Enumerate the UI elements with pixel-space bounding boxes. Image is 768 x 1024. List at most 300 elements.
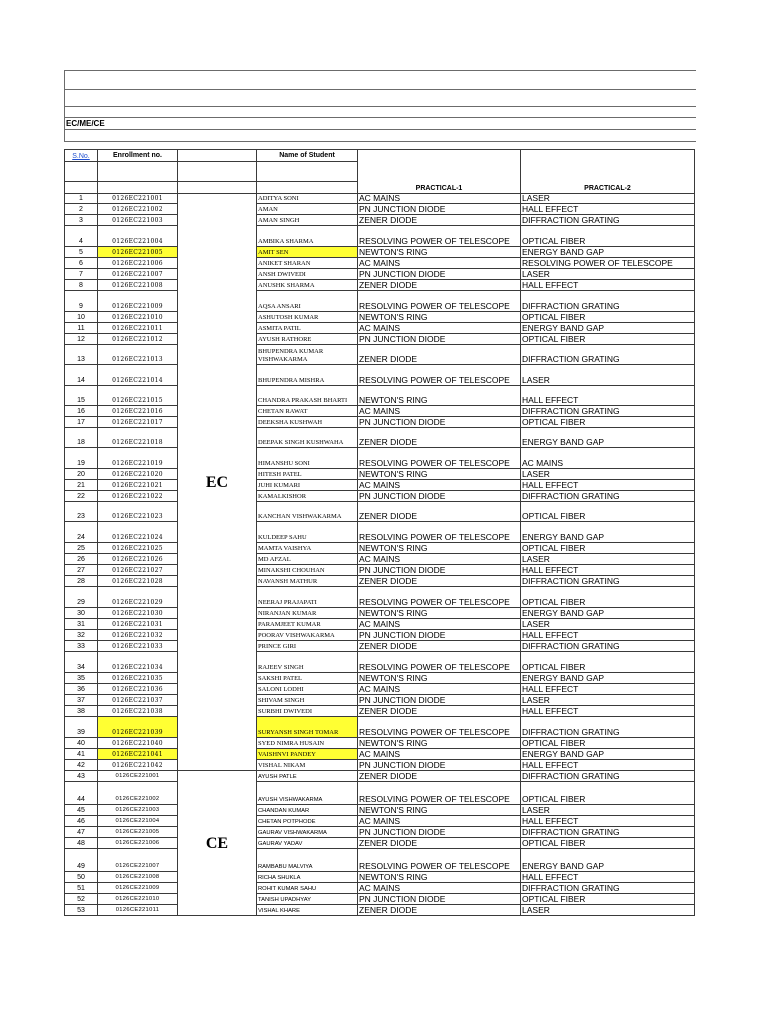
table-row — [65, 641, 695, 652]
practical-1-cell: PN JUNCTION DIODE — [358, 417, 521, 428]
practical-2-cell: OPTICAL FIBER — [521, 226, 695, 247]
table-row — [65, 469, 695, 480]
table-row — [65, 345, 695, 365]
serial-number-cell: 43 — [65, 771, 98, 782]
practical-2-cell: OPTICAL FIBER — [521, 502, 695, 522]
table-row — [65, 576, 695, 587]
student-name-cell: ANIKET SHARAN — [257, 258, 358, 269]
blank-cell — [178, 162, 257, 182]
enrollment-cell: 0126EC221009 — [98, 291, 178, 312]
enrollment-cell: 0126CE221003 — [98, 805, 178, 816]
enrollment-cell: 0126EC221014 — [98, 365, 178, 386]
serial-number-cell: 4 — [65, 226, 98, 247]
student-name-cell: SURBHI DWIVEDI — [257, 706, 358, 717]
enrollment-cell: 0126EC221021 — [98, 480, 178, 491]
enrollment-cell: 0126EC221018 — [98, 428, 178, 448]
table-row — [65, 480, 695, 491]
table-row — [65, 749, 695, 760]
enrollment-cell: 0126CE221001 — [98, 771, 178, 782]
enrollment-cell: 0126CE221008 — [98, 872, 178, 883]
serial-number-cell: 7 — [65, 269, 98, 280]
header-enrollment: Enrollment no. — [98, 150, 178, 162]
practical-2-cell: LASER — [521, 365, 695, 386]
practical-1-cell: NEWTON'S RING — [358, 543, 521, 554]
table-row — [65, 554, 695, 565]
practical-1-cell: PN JUNCTION DIODE — [358, 760, 521, 771]
blank-cell — [98, 182, 178, 194]
student-name-cell: SHIVAM SINGH — [257, 695, 358, 706]
enrollment-cell: 0126EC221016 — [98, 406, 178, 417]
table-row — [65, 365, 695, 386]
serial-number-cell: 9 — [65, 291, 98, 312]
practical-1-cell: AC MAINS — [358, 323, 521, 334]
student-name-cell: POORAV VISHWAKARMA — [257, 630, 358, 641]
enrollment-cell: 0126EC221029 — [98, 587, 178, 608]
serial-number-cell: 17 — [65, 417, 98, 428]
student-name-cell: JUHI KUMARI — [257, 480, 358, 491]
table-row — [65, 630, 695, 641]
practical-2-cell: DIFFRACTION GRATING — [521, 345, 695, 365]
serial-number-cell: 39 — [65, 717, 98, 738]
branch-label-ce: CE — [178, 771, 257, 916]
serial-number-cell: 23 — [65, 502, 98, 522]
serial-number-cell: 46 — [65, 816, 98, 827]
blank-cell — [98, 162, 178, 182]
serial-number-cell: 52 — [65, 894, 98, 905]
practical-2-cell: HALL EFFECT — [521, 760, 695, 771]
serial-number-cell: 16 — [65, 406, 98, 417]
practical-1-cell: NEWTON'S RING — [358, 805, 521, 816]
header-sno[interactable]: S.No. — [65, 150, 98, 162]
table-row — [65, 543, 695, 554]
practical-2-cell: DIFFRACTION GRATING — [521, 883, 695, 894]
practical-2-cell: DIFFRACTION GRATING — [521, 291, 695, 312]
serial-number-cell: 8 — [65, 280, 98, 291]
serial-number-cell: 34 — [65, 652, 98, 673]
student-name-cell: NAVANSH MATHUR — [257, 576, 358, 587]
student-name-cell: HITESH PATEL — [257, 469, 358, 480]
practical-1-cell: ZENER DIODE — [358, 576, 521, 587]
practical-2-cell: ENERGY BAND GAP — [521, 522, 695, 543]
blank-cell — [257, 182, 358, 194]
student-name-cell: TANISH UPADHYAY — [257, 894, 358, 905]
serial-number-cell: 41 — [65, 749, 98, 760]
enrollment-cell: 0126EC221012 — [98, 334, 178, 345]
practical-1-cell: PN JUNCTION DIODE — [358, 894, 521, 905]
top-rule-5 — [64, 129, 696, 130]
serial-number-cell: 22 — [65, 491, 98, 502]
student-name-cell: AMBIKA SHARMA — [257, 226, 358, 247]
student-name-cell: VISHAL NIKAM — [257, 760, 358, 771]
practical-1-cell: AC MAINS — [358, 883, 521, 894]
table-row — [65, 502, 695, 522]
practical-2-cell: HALL EFFECT — [521, 386, 695, 406]
student-name-cell: KULDEEP SAHU — [257, 522, 358, 543]
enrollment-cell: 0126EC221030 — [98, 608, 178, 619]
table-row — [65, 894, 695, 905]
enrollment-cell: 0126EC221017 — [98, 417, 178, 428]
practical-2-cell: HALL EFFECT — [521, 872, 695, 883]
student-name-cell: CHETAN POTPHODE — [257, 816, 358, 827]
practical-2-cell: DIFFRACTION GRATING — [521, 641, 695, 652]
enrollment-cell: 0126CE221007 — [98, 849, 178, 872]
practical-2-cell: LASER — [521, 469, 695, 480]
top-rule-4 — [64, 117, 696, 118]
serial-number-cell: 15 — [65, 386, 98, 406]
serial-number-cell: 20 — [65, 469, 98, 480]
enrollment-cell: 0126CE221006 — [98, 838, 178, 849]
practical-2-cell: OPTICAL FIBER — [521, 838, 695, 849]
enrollment-cell: 0126EC221042 — [98, 760, 178, 771]
table-row — [65, 782, 695, 805]
practical-1-cell: RESOLVING POWER OF TELESCOPE — [358, 226, 521, 247]
serial-number-cell: 40 — [65, 738, 98, 749]
enrollment-cell: 0126EC221011 — [98, 323, 178, 334]
student-name-cell: ASHUTOSH KUMAR — [257, 312, 358, 323]
table-row — [65, 816, 695, 827]
serial-number-cell: 2 — [65, 204, 98, 215]
practical-1-cell: RESOLVING POWER OF TELESCOPE — [358, 717, 521, 738]
practical-1-cell: PN JUNCTION DIODE — [358, 827, 521, 838]
table-row — [65, 587, 695, 608]
practical-1-cell: ZENER DIODE — [358, 428, 521, 448]
practical-1-cell: AC MAINS — [358, 684, 521, 695]
practical-2-cell: OPTICAL FIBER — [521, 738, 695, 749]
practical-1-cell: ZENER DIODE — [358, 345, 521, 365]
table-row — [65, 872, 695, 883]
practical-2-cell: ENERGY BAND GAP — [521, 849, 695, 872]
table-row — [65, 204, 695, 215]
practical-1-cell: AC MAINS — [358, 480, 521, 491]
practical-1-cell: PN JUNCTION DIODE — [358, 491, 521, 502]
table-row — [65, 905, 695, 916]
practical-1-cell: RESOLVING POWER OF TELESCOPE — [358, 448, 521, 469]
serial-number-cell: 12 — [65, 334, 98, 345]
student-name-cell: VISHAL KHARE — [257, 905, 358, 916]
student-name-cell: AMAN — [257, 204, 358, 215]
table-body — [65, 150, 695, 916]
blank-cell — [257, 162, 358, 182]
top-rule-3 — [64, 106, 696, 107]
practical-1-cell: NEWTON'S RING — [358, 386, 521, 406]
student-name-cell: DEEPAK SINGH KUSHWAHA — [257, 428, 358, 448]
group-label: EC/ME/CE — [66, 119, 105, 128]
serial-number-cell: 5 — [65, 247, 98, 258]
serial-number-cell: 13 — [65, 345, 98, 365]
branch-label-ec: EC — [178, 194, 257, 771]
enrollment-cell: 0126EC221035 — [98, 673, 178, 684]
practical-2-cell: LASER — [521, 269, 695, 280]
student-name-cell: HIMANSHU SONI — [257, 448, 358, 469]
practical-1-cell: ZENER DIODE — [358, 502, 521, 522]
practical-2-cell: AC MAINS — [521, 448, 695, 469]
serial-number-cell: 31 — [65, 619, 98, 630]
enrollment-cell: 0126EC221010 — [98, 312, 178, 323]
student-name-cell: ADITYA SONI — [257, 194, 358, 204]
practical-1-cell: RESOLVING POWER OF TELESCOPE — [358, 291, 521, 312]
student-name-cell: NIRANJAN KUMAR — [257, 608, 358, 619]
enrollment-cell: 0126EC221006 — [98, 258, 178, 269]
practical-2-cell: HALL EFFECT — [521, 706, 695, 717]
enrollment-cell: 0126EC221031 — [98, 619, 178, 630]
practical-1-cell: PN JUNCTION DIODE — [358, 565, 521, 576]
header-name: Name of Student — [257, 150, 358, 162]
serial-number-cell: 35 — [65, 673, 98, 684]
student-name-cell: AMAN SINGH — [257, 215, 358, 226]
practical-1-cell: ZENER DIODE — [358, 771, 521, 782]
table-row — [65, 684, 695, 695]
practical-1-cell: PN JUNCTION DIODE — [358, 630, 521, 641]
table-row — [65, 386, 695, 406]
practical-2-cell: DIFFRACTION GRATING — [521, 576, 695, 587]
table-row — [65, 827, 695, 838]
table-row — [65, 608, 695, 619]
top-left-border — [64, 70, 65, 142]
top-rule-1 — [64, 70, 696, 71]
practical-2-cell: ENERGY BAND GAP — [521, 247, 695, 258]
practical-1-cell: ZENER DIODE — [358, 706, 521, 717]
serial-number-cell: 18 — [65, 428, 98, 448]
practical-2-cell: HALL EFFECT — [521, 280, 695, 291]
student-name-cell: CHANDRA PRAKASH BHARTI — [257, 386, 358, 406]
enrollment-cell: 0126CE221009 — [98, 883, 178, 894]
student-name-cell: SAKSHI PATEL — [257, 673, 358, 684]
practical-1-cell: NEWTON'S RING — [358, 872, 521, 883]
blank-cell — [178, 182, 257, 194]
enrollment-cell: 0126EC221025 — [98, 543, 178, 554]
serial-number-cell: 29 — [65, 587, 98, 608]
student-name-cell: MAMTA VAISHYA — [257, 543, 358, 554]
practical-1-cell: NEWTON'S RING — [358, 608, 521, 619]
practical-2-cell: DIFFRACTION GRATING — [521, 215, 695, 226]
enrollment-cell: 0126EC221015 — [98, 386, 178, 406]
practical-1-cell: ZENER DIODE — [358, 215, 521, 226]
table-row — [65, 673, 695, 684]
table-row — [65, 838, 695, 849]
practical-1-cell: AC MAINS — [358, 554, 521, 565]
serial-number-cell: 36 — [65, 684, 98, 695]
practical-2-cell: LASER — [521, 905, 695, 916]
practical-2-cell: DIFFRACTION GRATING — [521, 491, 695, 502]
header-practical-2: PRACTICAL-2 — [521, 150, 695, 194]
practical-2-cell: LASER — [521, 194, 695, 204]
practical-1-cell: PN JUNCTION DIODE — [358, 695, 521, 706]
table-row — [65, 258, 695, 269]
serial-number-cell: 32 — [65, 630, 98, 641]
enrollment-cell: 0126EC221013 — [98, 345, 178, 365]
enrollment-cell: 0126EC221023 — [98, 502, 178, 522]
blank-cell — [65, 182, 98, 194]
student-name-cell: BHUPENDRA KUMAR VISHWAKARMA — [257, 345, 358, 365]
header-branch-blank — [178, 150, 257, 162]
enrollment-cell: 0126EC221008 — [98, 280, 178, 291]
student-name-cell: ANSH DWIVEDI — [257, 269, 358, 280]
table-row — [65, 215, 695, 226]
serial-number-cell: 19 — [65, 448, 98, 469]
practical-1-cell: AC MAINS — [358, 749, 521, 760]
practical-2-cell: LASER — [521, 695, 695, 706]
student-name-cell: CHANDAN KUMAR — [257, 805, 358, 816]
student-name-cell: KAMALKISHOR — [257, 491, 358, 502]
enrollment-cell: 0126EC221028 — [98, 576, 178, 587]
enrollment-cell: 0126EC221004 — [98, 226, 178, 247]
student-name-cell: MD AFZAL — [257, 554, 358, 565]
serial-number-cell: 24 — [65, 522, 98, 543]
header-row — [65, 150, 695, 162]
practical-1-cell: AC MAINS — [358, 619, 521, 630]
enrollment-cell: 0126CE221002 — [98, 782, 178, 805]
table-row — [65, 226, 695, 247]
top-rule-6 — [64, 141, 696, 142]
practical-2-cell: HALL EFFECT — [521, 684, 695, 695]
practical-1-cell: RESOLVING POWER OF TELESCOPE — [358, 782, 521, 805]
table-row — [65, 760, 695, 771]
student-name-cell: AQSA ANSARI — [257, 291, 358, 312]
student-name-cell: AYUSH PATLE — [257, 771, 358, 782]
serial-number-cell: 27 — [65, 565, 98, 576]
practical-2-cell: LASER — [521, 805, 695, 816]
enrollment-cell: 0126CE221004 — [98, 816, 178, 827]
serial-number-cell: 10 — [65, 312, 98, 323]
student-name-cell: RAMBABU MALVIYA — [257, 849, 358, 872]
enrollment-cell: 0126EC221041 — [98, 749, 178, 760]
table-row — [65, 652, 695, 673]
serial-number-cell: 3 — [65, 215, 98, 226]
table-row — [65, 406, 695, 417]
practical-1-cell: RESOLVING POWER OF TELESCOPE — [358, 652, 521, 673]
enrollment-cell: 0126EC221038 — [98, 706, 178, 717]
practical-1-cell: AC MAINS — [358, 194, 521, 204]
student-name-cell: ANUSHK SHARMA — [257, 280, 358, 291]
practical-2-cell: OPTICAL FIBER — [521, 334, 695, 345]
practical-1-cell: ZENER DIODE — [358, 905, 521, 916]
serial-number-cell: 47 — [65, 827, 98, 838]
table-row — [65, 695, 695, 706]
serial-number-cell: 37 — [65, 695, 98, 706]
practical-2-cell: DIFFRACTION GRATING — [521, 717, 695, 738]
practical-1-cell: RESOLVING POWER OF TELESCOPE — [358, 587, 521, 608]
student-name-cell: ROHIT KUMAR SAHU — [257, 883, 358, 894]
table-row — [65, 619, 695, 630]
serial-number-cell: 1 — [65, 194, 98, 204]
serial-number-cell: 42 — [65, 760, 98, 771]
student-name-cell: BHUPENDRA MISHRA — [257, 365, 358, 386]
practical-2-cell: OPTICAL FIBER — [521, 652, 695, 673]
serial-number-cell: 30 — [65, 608, 98, 619]
practical-1-cell: AC MAINS — [358, 258, 521, 269]
enrollment-cell: 0126EC221002 — [98, 204, 178, 215]
practical-allocation-table — [64, 149, 695, 916]
enrollment-cell: 0126EC221040 — [98, 738, 178, 749]
student-name-cell: ASMITA PATIL — [257, 323, 358, 334]
practical-2-cell: ENERGY BAND GAP — [521, 673, 695, 684]
practical-2-cell: ENERGY BAND GAP — [521, 749, 695, 760]
practical-2-cell: ENERGY BAND GAP — [521, 323, 695, 334]
enrollment-cell: 0126CE221005 — [98, 827, 178, 838]
enrollment-cell: 0126EC221019 — [98, 448, 178, 469]
table-row — [65, 312, 695, 323]
table-row — [65, 428, 695, 448]
practical-2-cell: HALL EFFECT — [521, 204, 695, 215]
table-row — [65, 194, 695, 204]
table-row — [65, 417, 695, 428]
enrollment-cell: 0126EC221034 — [98, 652, 178, 673]
table-row — [65, 269, 695, 280]
enrollment-cell: 0126EC221026 — [98, 554, 178, 565]
practical-2-cell: OPTICAL FIBER — [521, 894, 695, 905]
serial-number-cell: 38 — [65, 706, 98, 717]
student-name-cell: MINAKSHI CHOUHAN — [257, 565, 358, 576]
table-row — [65, 738, 695, 749]
serial-number-cell: 50 — [65, 872, 98, 883]
enrollment-cell: 0126EC221039 — [98, 717, 178, 738]
practical-2-cell: ENERGY BAND GAP — [521, 428, 695, 448]
student-name-cell: GAURAV VISHWAKARMA — [257, 827, 358, 838]
blank-cell — [65, 162, 98, 182]
practical-2-cell: DIFFRACTION GRATING — [521, 827, 695, 838]
practical-1-cell: PN JUNCTION DIODE — [358, 204, 521, 215]
serial-number-cell: 11 — [65, 323, 98, 334]
enrollment-cell: 0126EC221003 — [98, 215, 178, 226]
practical-2-cell: ENERGY BAND GAP — [521, 608, 695, 619]
serial-number-cell: 48 — [65, 838, 98, 849]
practical-2-cell: LASER — [521, 554, 695, 565]
table-row — [65, 334, 695, 345]
practical-1-cell: RESOLVING POWER OF TELESCOPE — [358, 849, 521, 872]
student-name-cell: RAJEEV SINGH — [257, 652, 358, 673]
student-name-cell: PARAMJEET KUMAR — [257, 619, 358, 630]
practical-1-cell: NEWTON'S RING — [358, 469, 521, 480]
serial-number-cell: 26 — [65, 554, 98, 565]
enrollment-cell: 0126EC221020 — [98, 469, 178, 480]
table-row — [65, 805, 695, 816]
student-name-cell: CHETAN RAWAT — [257, 406, 358, 417]
table-row — [65, 565, 695, 576]
student-name-cell: KANCHAN VISHWAKARMA — [257, 502, 358, 522]
table-row — [65, 448, 695, 469]
student-name-cell: RICHA SHUKLA — [257, 872, 358, 883]
practical-2-cell: OPTICAL FIBER — [521, 543, 695, 554]
serial-number-cell: 21 — [65, 480, 98, 491]
serial-number-cell: 53 — [65, 905, 98, 916]
practical-2-cell: LASER — [521, 619, 695, 630]
practical-1-cell: NEWTON'S RING — [358, 738, 521, 749]
practical-1-cell: AC MAINS — [358, 816, 521, 827]
practical-2-cell: DIFFRACTION GRATING — [521, 406, 695, 417]
student-name-cell: PRINCE GIRI — [257, 641, 358, 652]
enrollment-cell: 0126EC221005 — [98, 247, 178, 258]
enrollment-cell: 0126EC221036 — [98, 684, 178, 695]
enrollment-cell: 0126EC221027 — [98, 565, 178, 576]
student-name-cell: NEERAJ PRAJAPATI — [257, 587, 358, 608]
practical-1-cell: PN JUNCTION DIODE — [358, 334, 521, 345]
table-row — [65, 291, 695, 312]
practical-1-cell: NEWTON'S RING — [358, 312, 521, 323]
enrollment-cell: 0126EC221024 — [98, 522, 178, 543]
student-name-cell: SYED NIMRA HUSAIN — [257, 738, 358, 749]
practical-1-cell: NEWTON'S RING — [358, 673, 521, 684]
practical-2-cell: HALL EFFECT — [521, 816, 695, 827]
serial-number-cell: 51 — [65, 883, 98, 894]
practical-2-cell: HALL EFFECT — [521, 480, 695, 491]
serial-number-cell: 6 — [65, 258, 98, 269]
student-name-cell: VAISHNVI PANDEY — [257, 749, 358, 760]
serial-number-cell: 14 — [65, 365, 98, 386]
serial-number-cell: 33 — [65, 641, 98, 652]
practical-2-cell: OPTICAL FIBER — [521, 782, 695, 805]
serial-number-cell: 44 — [65, 782, 98, 805]
practical-1-cell: RESOLVING POWER OF TELESCOPE — [358, 365, 521, 386]
